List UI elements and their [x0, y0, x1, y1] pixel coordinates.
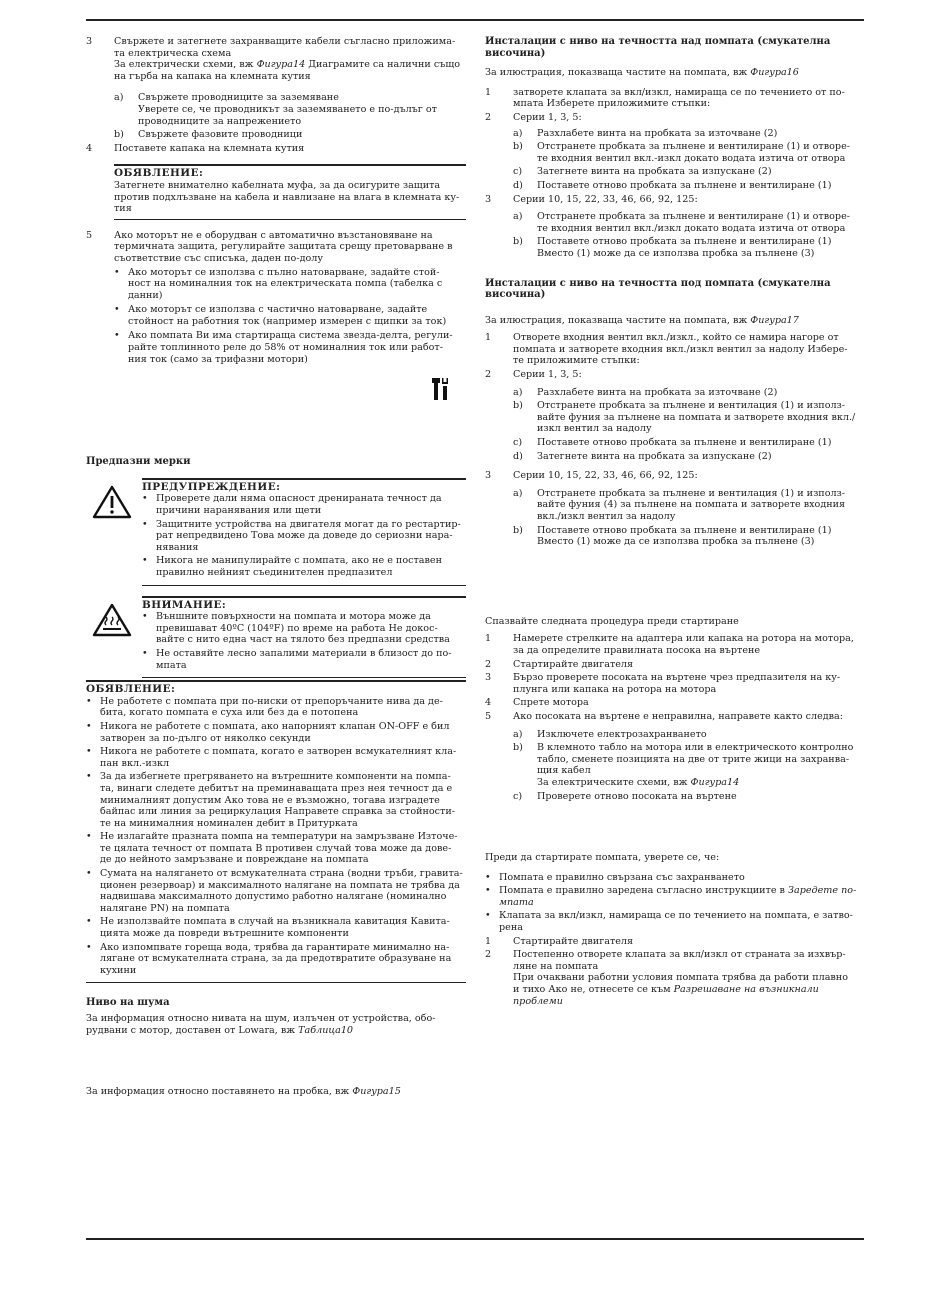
bottom-rule — [86, 1238, 864, 1240]
substep: a) Разхлабете винта на пробката за източване (2) — [513, 386, 778, 398]
figure-link[interactable]: Фигура14 — [256, 59, 306, 71]
substep: a) Изключете електрозахранването — [513, 728, 707, 740]
caution-box — [86, 596, 466, 679]
substep: b) Поставете отново пробката за пълнене и вентилиране (1) Вместо (1) може да се използва пробка за пълнене (3) — [513, 524, 832, 548]
substep: b) Отстранете пробката за пълнене и вентилация (1) и използ- вайте фуния за пълнене на помпата и затворете входния вкл./ изкл вентил за надолу — [513, 400, 856, 435]
step-2: 2 Постепенно отворете клапата за вкл/изкл от страната за изхвър- ляне на помпата При очаквани работни условия помпата трябва да работи плавно и тихо Ако не, отнесете се към Разрешаване на възникнали проблеми — [485, 949, 848, 1007]
step-3: 3 Серии 10, 15, 22, 33, 46, 66, 92, 125: — [485, 193, 698, 205]
notice-box — [86, 680, 466, 983]
list-item: • Не излагайте празната помпа на температури на замръзване Източе- те цялата течност от помпата В противен случай това може да дове- де до нейното замръзване и повреждане на помпата — [86, 831, 458, 866]
step-4: 4 Поставете капака на клемната кутия — [86, 142, 305, 154]
step-3: 3 Серии 10, 15, 22, 33, 46, 66, 92, 125: — [485, 470, 698, 482]
precautions-heading: Предпазни мерки — [86, 456, 191, 468]
list-item: • Ако моторът се използва с частично натоварване, задайте стойност на работния ток (например измерен с щипки за ток) — [114, 304, 447, 327]
list-item: • Ако изпомпвате гореща вода, трябва да гарантирате минимално на- лягане от всмукателната страна, за да предотвратите образуване на кухини — [86, 941, 452, 976]
list-item: • Ако моторът се използва с пълно натоварване, задайте стой- ност на номиналния ток на електрическата помпа (табелка с данни) — [114, 266, 443, 301]
substep-a: a) Свържете проводниците за заземяване Уверете се, че проводникът за заземяването е по-дълъг от проводниците за напрежението — [114, 92, 437, 127]
step-2: 2 Серии 1, 3, 5: — [485, 111, 582, 123]
notice-box: ОБЯВЛЕНИЕ: Затегнете внимателно кабелната муфа, за да осигурите защита против подхлъзване на кабела и навлизане на влага в клемната ку- тия — [114, 164, 466, 219]
substep: a) Разхлабете винта на пробката за източване (2) — [513, 127, 778, 139]
warning-icon — [92, 484, 132, 520]
list-item: • Клапата за вкл/изкл, намираща се по течението на помпата, е затво- рена — [485, 910, 853, 934]
notice-title: ОБЯВЛЕНИЕ: — [114, 167, 204, 180]
step-3: 3 Свържете и затегнете захранващите кабели съгласно приложима- та електрическа схема За електрически схеми, вж Фигура14 Диаграмите са налични също на гърба на капака на клемната кутия — [86, 36, 461, 82]
warning-box — [86, 478, 466, 586]
noise-heading: Ниво на шума — [86, 997, 170, 1009]
substep: d) Затегнете винта на пробката за изпускане (2) — [513, 450, 772, 462]
list-item: • Никога не манипулирайте с помпата, ако не е поставен правилно нейният съединителен предпазител — [142, 555, 442, 578]
step-5: 5 Ако моторът не е оборудван с автоматично възстановяване на термичната защита, регулирайте защитата срещу претоварване в съответствие със списъка, даден по-долу — [86, 229, 453, 264]
list-item: • Не оставяйте лесно запалими материали в близост до по- мпата — [142, 647, 452, 671]
step-2: 2 Серии 1, 3, 5: — [485, 369, 582, 381]
step-1: 1 Стартирайте двигателя — [485, 935, 634, 947]
substep: c) Проверете отново посоката на въртене — [513, 790, 737, 802]
right-column: Инсталации с ниво на течността над помпата (смукателна височина) За илюстрация, показваща частите на помпата, вж Фигура16 1 затворете клапата за вкл/изкл, намираща се по течението от по- мпата Изберете приложимите стъпки: 2 Серии 1, 3, 5: a) Разхлабете винта на пробката за източване (2) b) Отстранете пробката за пълнене и вентилиране (1) и отворе- те входния вентил вкл.-изкл докато водата изтича от отвора c) Затегнете винта на пробката за изпускане (2) d) Поставете отново пробката за пълнене и вентилиране (1) 3 Серии 10, 15, 22, 33, 46, 66, 92, 125: a) Отстранете пробката за пълнене и вентилиране (1) и отворе- те входния вентил вкл./изкл докато водата изтича от отвора b) Поставете отново пробката за пълнене и вентилиране (1) Вместо (1) може да се използва пробка за пълнене (3) Инсталации с ниво на течността под помпата (смукателна височина) За илюстрация, показваща частите на помпата, вж Фигура17 1 Отворете входния вентил вкл./изкл., който се намира нагоре от помпата и затворете входния вкл./изкл вентил за надолу Избере- те приложимите стъпки: 2 Серии 1, 3, 5: a) Разхлабете винта на пробката за източване (2) b) Отстранете пробката за пълнене и вентилация (1) и използ- вайте фуния за пълнене на помпата и затворете входния вкл./ изкл вентил за надолу c) Поставете отново пробката за пълнене и вентилиране (1) d) Затегнете винта на пробката за изпускане (2) 3 Серии 10, 15, 22, 33, 46, 66, 92, 125: a) Отстранете пробката за пълнене и вентилация (1) и използ- вайте фуния (4) за пълнене на помпата и затворете входния вкл./изкл вентил за надолу b) Поставете отново пробката за пълнене и вентилиране (1) Вместо (1) може да се използва пробка за пълнене (3) Спазвайте следната процедура преди стартиране 1 Намерете стрелките на адаптера или капака на ротора на мотора, за да определите правилната посока на въртене 2 Стартирайте двигателя 3 Бързо проверете посоката на въртене чрез предпазителя на ку- плунга или капака на ротора на мотора 4 Спрете мотора 5 Ако посоката на въртене е неправилна, направете както следва: a) Изключете електрозахранването b) В клемното табло на мотора или в електрическото контролно табло, сменете позицията на две от трите жици на захранва- щия кабел За електрическите схеми, вж Фигура14 c) Проверете отново посоката на въртене Преди да стартирате помпата, уверете се, че: • Помпата е правилно свързана със захранването • Помпата е правилно заредена съгласно инструкциите в Заредете по- мпата • Клапата за вкл/изкл, намираща се по течението на помпата, е затво- рена 1 Стартирайте двигателя 2 Постепенно отворете клапата за вкл/изкл от страната за изхвър- ляне на помпата При очаквани работни условия помпата трябва да работи плавно и тихо Ако не, отнесете се към Разрешаване на възникнали проблеми — [485, 36, 863, 1009]
hot-surface-icon — [92, 602, 132, 638]
figure-link[interactable]: Фигура16 — [750, 67, 799, 79]
list-item: • Не използвайте помпата в случай на възникнала кавитация Кавита- цията може да повреди вътрешните компоненти — [86, 916, 450, 940]
list-item: • Сумата на налягането от всмукателната страна (водни тръби, гравита- ционен резервоар) и максималното налягане на помпата не трябва да надвишава максималното допустимо работно налягане (номинално налягане PN) на помпата — [86, 868, 463, 914]
notice-title: ОБЯВЛЕНИЕ: — [86, 683, 176, 696]
substep: b) Отстранете пробката за пълнене и вентилиране (1) и отворе- те входния вентил вкл.-изкл докато водата изтича от отвора — [513, 141, 850, 164]
section-heading: Инсталации с ниво на течността под помпата (смукателна височина) — [485, 277, 831, 301]
step-1: 1 Отворете входния вентил вкл./изкл., който се намира нагоре от помпата и затворете входния вкл./изкл вентил за надолу Избере- те приложимите стъпки: — [485, 332, 848, 367]
warning-title: ПРЕДУПРЕЖДЕНИЕ: — [142, 480, 281, 493]
figure-link[interactable]: Фигура14 — [690, 776, 740, 788]
list-item: • Никога не работете с помпата, ако напорният клапан ON-OFF е бил затворен за по-дълго от няколко секунди — [86, 720, 450, 744]
step-2: 2 Стартирайте двигателя — [485, 658, 634, 670]
section-link[interactable]: Разрешаване на възникнали проблеми — [513, 984, 819, 1007]
table-link[interactable]: Таблица10 — [298, 1024, 354, 1036]
list-item: • Ако помпата Ви има стартираща система звезда-делта, регули- райте топлинното реле до 58% от номиналния ток или работ- ния ток (само за трифазни мотори) — [114, 330, 453, 365]
section-link[interactable]: Заредете по- — [788, 885, 857, 897]
substep-b: b) Свържете фазовите проводници — [114, 129, 303, 141]
left-column: 3 Свържете и затегнете захранващите кабели съгласно приложима- та електрическа схема За електрически схеми, вж Фигура14 Диаграмите са налични също на гърба на капака на клемната кутия a) Свържете проводниците за заземяване Уверете се, че проводникът за заземяването е по-дълъг от проводниците за напрежението b) Свържете фазовите проводници 4 Поставете капака на клемната кутия ОБЯВЛЕНИЕ: Затегнете внимателно кабелната муфа, за да осигурите защита против подхлъзване на кабела и навлизане на влага в клемната ку- тия 5 Ако моторът не е оборудван с автоматично възстановяване на термичната защита, регулирайте защитата срещу претоварване в съответствие със списъка, даден по-долу • Ако моторът се използва с пълно натоварване, задайте стой- ност на номиналния ток на електрическата помпа (табелка с данни) • Ако моторът се използва с частично натоварване, задайте стойност на работния ток (например измерен с щипки за ток) • Ако помпата Ви има стартираща система звезда-делта, регули- райте топлинното реле до 58% от номиналния ток или работ- ния ток (само за трифазни мотори) Предпазни мерки ПРЕДУПРЕЖДЕНИЕ: • Проверете дали няма опасност дренираната течност да причини наранявания или щети • Защитните устройства на двигателя могат да го рестартир- рат непредвидено Това може да доведе до сериозни нара- нявания • Никога не манипулирайте с помпата, ако не е поставен правилно нейният съединителен предпазител ВНИМАНИЕ: • Външните повърхности на помпата и мотора може да превишават 40ºC (104ºF) по време на работа Не докос- вайте с нито една част на тялото без предпазни средства • Не оставяйте лесно запалими материали в близост до по- мпата ОБЯВЛЕНИЕ: • Не работете с помпата при по-ниски от препоръчаните нива да де- бита, когато помпата е суха или без да е потопена • Никога не работете с помпата, ако напорният клапан ON-OFF е бил затворен за по-дълго от няколко секунди • Никога не работете с помпата, когато е затворен всмукателният кла- пан вкл.-изкл • За да избегнете прегряването на вътрешните компоненти на помпа- та, винаги следете дебитът на преминаващата през нея течност да е минималният допустим Ако това не е възможно, тогава изградете байпас или линия за рециркулация Направете справка за стойности- те на минималния номинален дебит в Притурката • Не излагайте празната помпа на температури на замръзване Източе- те цялата течност от помпата В противен случай това може да дове- де до нейното замръзване и повреждане на помпата • Сумата на налягането от всмукателната страна (водни тръби, гравита- ционен резервоар) и максималното налягане на помпата не трябва да надвишава максималното допустимо работно налягане (номинално налягане PN) на помпата • Не използвайте помпата в случай на възникнала кавитация Кавита- цията може да повреди вътрешните компоненти • Ако изпомпвате гореща вода, трябва да гарантирате минимално на- лягане от всмукателната страна, за да предотвратите образуване на кухини Ниво на шума За информация относно нивата на шум, излъчен от устройства, обо- рудвани с мотор, доставен от Lowara, вж Таблица10 За информация относно поставянето на пробка, вж Фигура15 — [86, 36, 466, 1098]
step-5: 5 Ако посоката на въртене е неправилна, направете както следва: — [485, 710, 844, 722]
substep: b) Поставете отново пробката за пълнене и вентилиране (1) Вместо (1) може да се използва пробка за пълнене (3) — [513, 236, 832, 259]
substep: d) Поставете отново пробката за пълнене и вентилиране (1) — [513, 179, 832, 191]
caution-title: ВНИМАНИЕ: — [142, 598, 227, 611]
figure-link[interactable]: Фигура15 — [352, 1086, 401, 1098]
substep: a) Отстранете пробката за пълнене и вентилиране (1) и отворе- те входния вентил вкл./изкл докато водата изтича от отвора — [513, 211, 850, 234]
substep: b) В клемното табло на мотора или в електрическото контролно табло, сменете позицията на две от трите жици на захранва- щия кабел За електрическите схеми, вж Фигура14 — [513, 742, 854, 788]
substep: a) Отстранете пробката за пълнене и вентилация (1) и използ- вайте фуния (4) за пълнене на помпата и затворете входния вкл./изкл вентил за надолу — [513, 487, 846, 522]
list-item: • Проверете дали няма опасност дренираната течност да причини наранявания или щети — [142, 493, 442, 517]
substep: c) Поставете отново пробката за пълнене и вентилиране (1) — [513, 437, 832, 449]
list-item: • Помпата е правилно заредена съгласно инструкциите в Заредете по- мпата — [485, 885, 857, 908]
substep: c) Затегнете винта на пробката за изпускане (2) — [513, 166, 772, 178]
section-heading: Инсталации с ниво на течността над помпата (смукателна височина) — [485, 36, 831, 59]
step-1: 1 Намерете стрелките на адаптера или капака на ротора на мотора, за да определите правилната посока на въртене — [485, 633, 854, 656]
step-1: 1 затворете клапата за вкл/изкл, намираща се по течението от по- мпата Изберете приложимите стъпки: — [485, 86, 845, 110]
top-rule — [86, 19, 864, 21]
step-3: 3 Бързо проверете посоката на въртене чрез предпазителя на ку- плунга или капака на ротора на мотора — [485, 672, 841, 695]
step-4: 4 Спрете мотора — [485, 697, 589, 709]
list-item: • Защитните устройства на двигателя могат да го рестартир- рат непредвидено Това може да доведе до сериозни нара- нявания — [142, 518, 461, 553]
list-item: • Никога не работете с помпата, когато е затворен всмукателният кла- пан вкл.-изкл — [86, 746, 457, 769]
tools-icon — [432, 376, 450, 402]
list-item: • Не работете с помпата при по-ниски от препоръчаните нива да де- бита, когато помпата е суха или без да е потопена — [86, 695, 443, 719]
figure-link[interactable]: Фигура17 — [750, 314, 799, 326]
list-item: • Външните повърхности на помпата и мотора може да превишават 40ºC (104ºF) по време на работа Не докос- вайте с нито една част на тялото без предпазни средства — [142, 611, 450, 646]
list-item: • За да избегнете прегряването на вътрешните компоненти на помпа- та, винаги следете дебитът на преминаващата през нея течност да е минималният допустим Ако това не е възможно, тогава изградете байпас или линия за рециркулация Направете справка за стойности- те на минималния номинален дебит в Притурката — [86, 771, 455, 829]
list-item: • Помпата е правилно свързана със захранването — [485, 871, 745, 883]
